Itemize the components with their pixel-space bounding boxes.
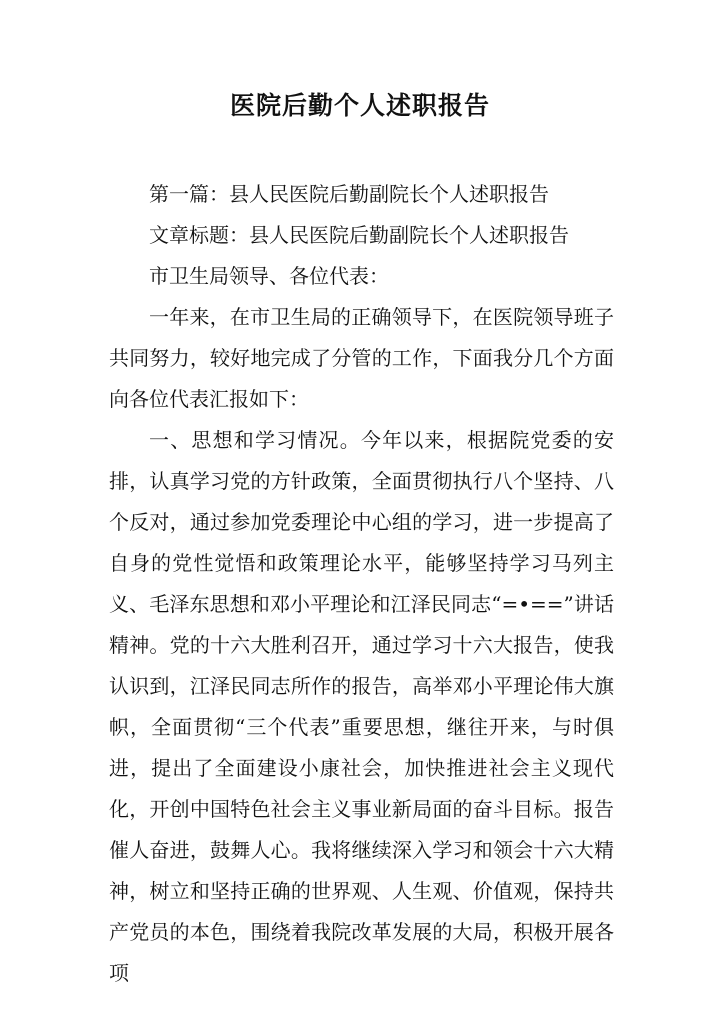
document-title: 医院后勤个人述职报告 xyxy=(229,91,490,120)
paragraph-salutation: 市卫生局领导、各位代表： xyxy=(149,264,389,288)
paragraph-section-one: 一、思想和学习情况。今年以来，根据院党委的安排，认真学习党的方针政策，全面贯彻执行八个坚持、八个反对，通过参加党委理论中心组的学习，进一步提高了自身的党性觉悟和政策理论水平，能够坚持学习马列主义、毛泽东思想和邓小平理论和江泽民同志“=•==”讲话精神。党的十六大胜利召开，通过学习十六大报告，使我认识到，江泽民同志所作的报告，高举邓小平理论伟大旗帜，全面贯彻“三个代表”重要思想，继往开来，与时俱进，提出了全面建设小康社会，加快推进社会主义现代化，开创中国特色社会主义事业新局面的奋斗目标。报告催人奋进，鼓舞人心。我将继续深入学习和领会十六大精神，树立和坚持正确的世界观、人生观、价值观，保持共产党员的本色，围绕着我院改革发展的大局，积极开展各项 xyxy=(109,428,614,985)
paragraph-article-title: 文章标题：县人民医院后勤副院长个人述职报告 xyxy=(149,223,569,247)
document-body xyxy=(109,174,614,994)
paragraph-intro: 一年来，在市卫生局的正确领导下，在医院领导班子共同努力，较好地完成了分管的工作，下面我分几个方面向各位代表汇报如下： xyxy=(109,305,614,411)
paragraph-article-heading: 第一篇：县人民医院后勤副院长个人述职报告 xyxy=(149,182,549,206)
